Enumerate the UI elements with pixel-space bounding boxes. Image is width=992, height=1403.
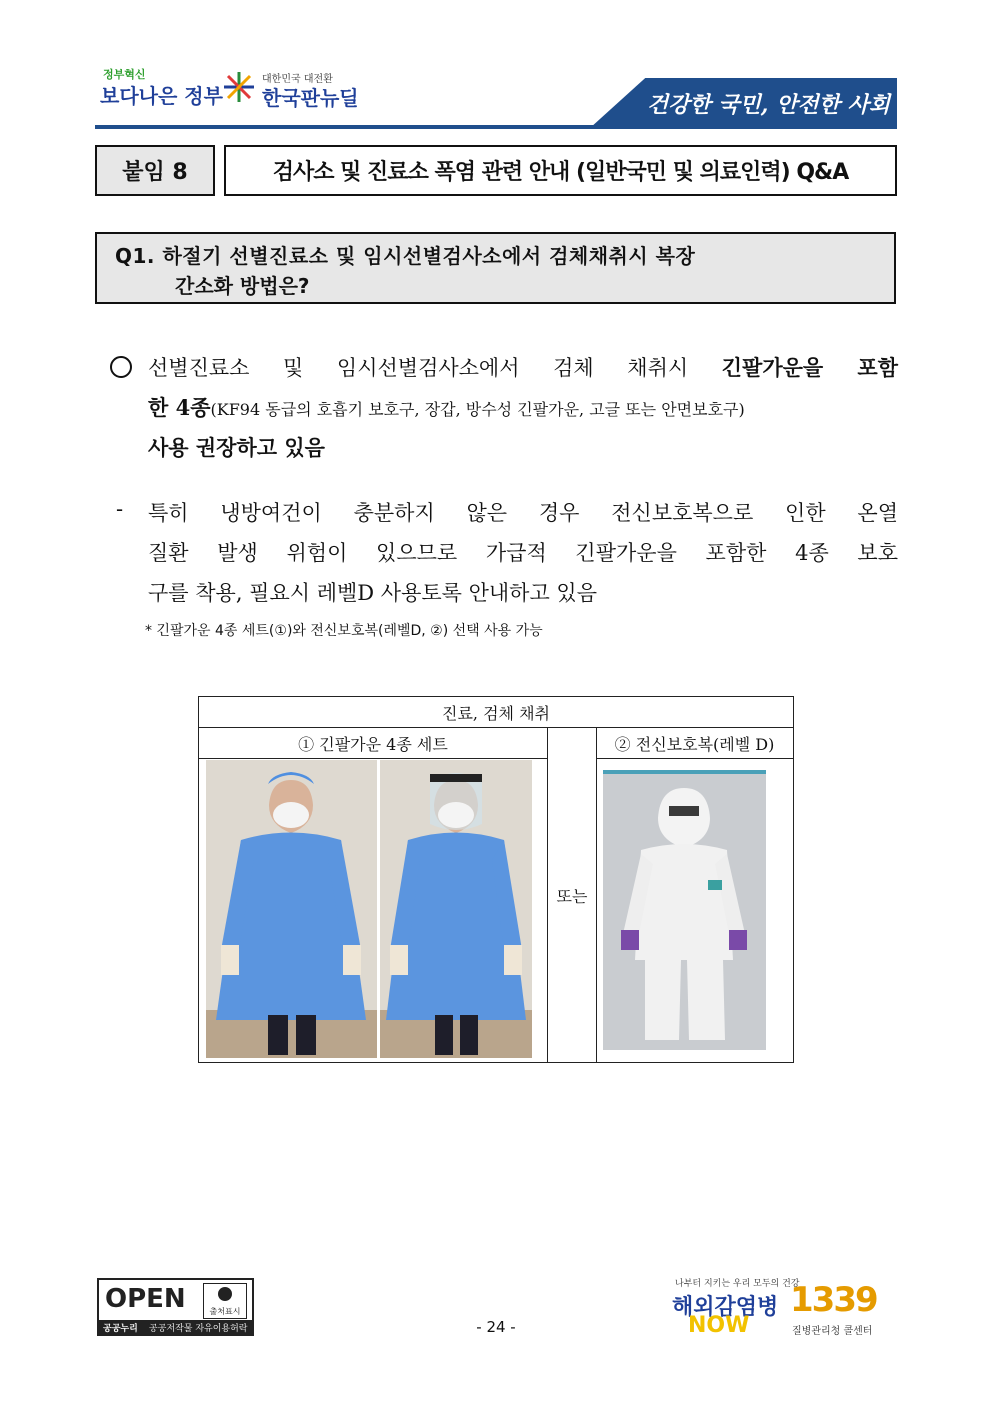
answer-emphasis: 한 4종: [148, 395, 211, 420]
detail-line-2: 질환 발생 위험이 있으므로 가급적 긴팔가운을 포함한 4종 보호: [148, 541, 898, 565]
ppe-table: [198, 696, 794, 1063]
attribution-icon: [203, 1283, 247, 1319]
bullet-circle-icon: [110, 356, 132, 378]
question-line-2: 간소화 방법은?: [175, 274, 310, 298]
attribution-tag: 출처표시: [209, 1307, 241, 1316]
detail-line-3: 구를 착용, 필요시 레벨D 사용토록 안내하고 있음: [148, 581, 597, 605]
open-label: OPEN: [105, 1284, 186, 1314]
logo-gov-innovation-small: 정부혁신: [103, 68, 146, 81]
attachment-label: 붙임 8: [95, 145, 215, 196]
page-title: 검사소 및 진료소 폭염 관련 안내 (일반국민 및 의료인력) Q&A: [224, 145, 897, 196]
slogan-text: 건강한 국민, 안전한 사회: [646, 92, 890, 118]
page-number: - 24 -: [476, 1318, 516, 1336]
answer-detail: (KF94 동급의 호흡기 보호구, 장갑, 방수성 긴팔가운, 고글 또는 안면보호구): [210, 400, 745, 419]
answer-line-3: 사용 권장하고 있음: [148, 435, 325, 460]
table-col-coverall: ② 전신보호복(레벨 D): [614, 734, 775, 754]
korean-new-deal-logo-icon: [222, 70, 256, 104]
callcenter-label: 질병관리청 콜센터: [792, 1326, 873, 1337]
logo-new-deal-small: 대한민국 대전환: [262, 74, 333, 85]
footnote: * 긴팔가운 4종 세트(①)와 전신보호복(레벨D, ②) 선택 사용 가능: [145, 623, 543, 639]
answer-text: 선별진료소 및 임시선별검사소에서 검체 채취시: [148, 356, 722, 380]
detail-line-1: 특히 냉방여건이 충분하지 않은 경우 전신보호복으로 인한 온열: [148, 501, 898, 525]
callcenter-1339-logo: 1339: [790, 1280, 877, 1320]
table-col-gown: ① 긴팔가운 4종 세트: [298, 734, 448, 754]
answer-line-2: [148, 392, 745, 422]
logo-new-deal: 한국판뉴딜: [262, 86, 359, 110]
dash-marker: -: [116, 497, 124, 521]
open-desc: 공공저작물 자유이용허락: [149, 1324, 248, 1334]
overseas-infection-tagline: 나부터 지키는 우리 모두의 건강: [675, 1279, 800, 1289]
long-sleeve-gown-photo: [206, 760, 377, 1058]
table-header: 진료, 검체 채취: [442, 703, 550, 723]
overseas-infection-now: NOW: [688, 1313, 750, 1338]
overseas-infection-logo: 해외감염병: [672, 1295, 779, 1320]
logo-gov-innovation: 보다나은 정부: [100, 84, 223, 108]
answer-emphasis: 긴팔가운을 포함: [721, 355, 898, 380]
header-rule: [95, 125, 897, 129]
question-line-1: Q1. 하절기 선별진료소 및 임시선별검사소에서 검체채취시 복장: [115, 244, 696, 268]
open-sub: 공공누리: [103, 1324, 138, 1334]
answer-line-1: [148, 352, 898, 382]
table-or-label: 또는: [556, 886, 588, 906]
long-sleeve-gown-face-shield-photo: [380, 760, 532, 1058]
level-d-coverall-photo: [603, 770, 766, 1050]
